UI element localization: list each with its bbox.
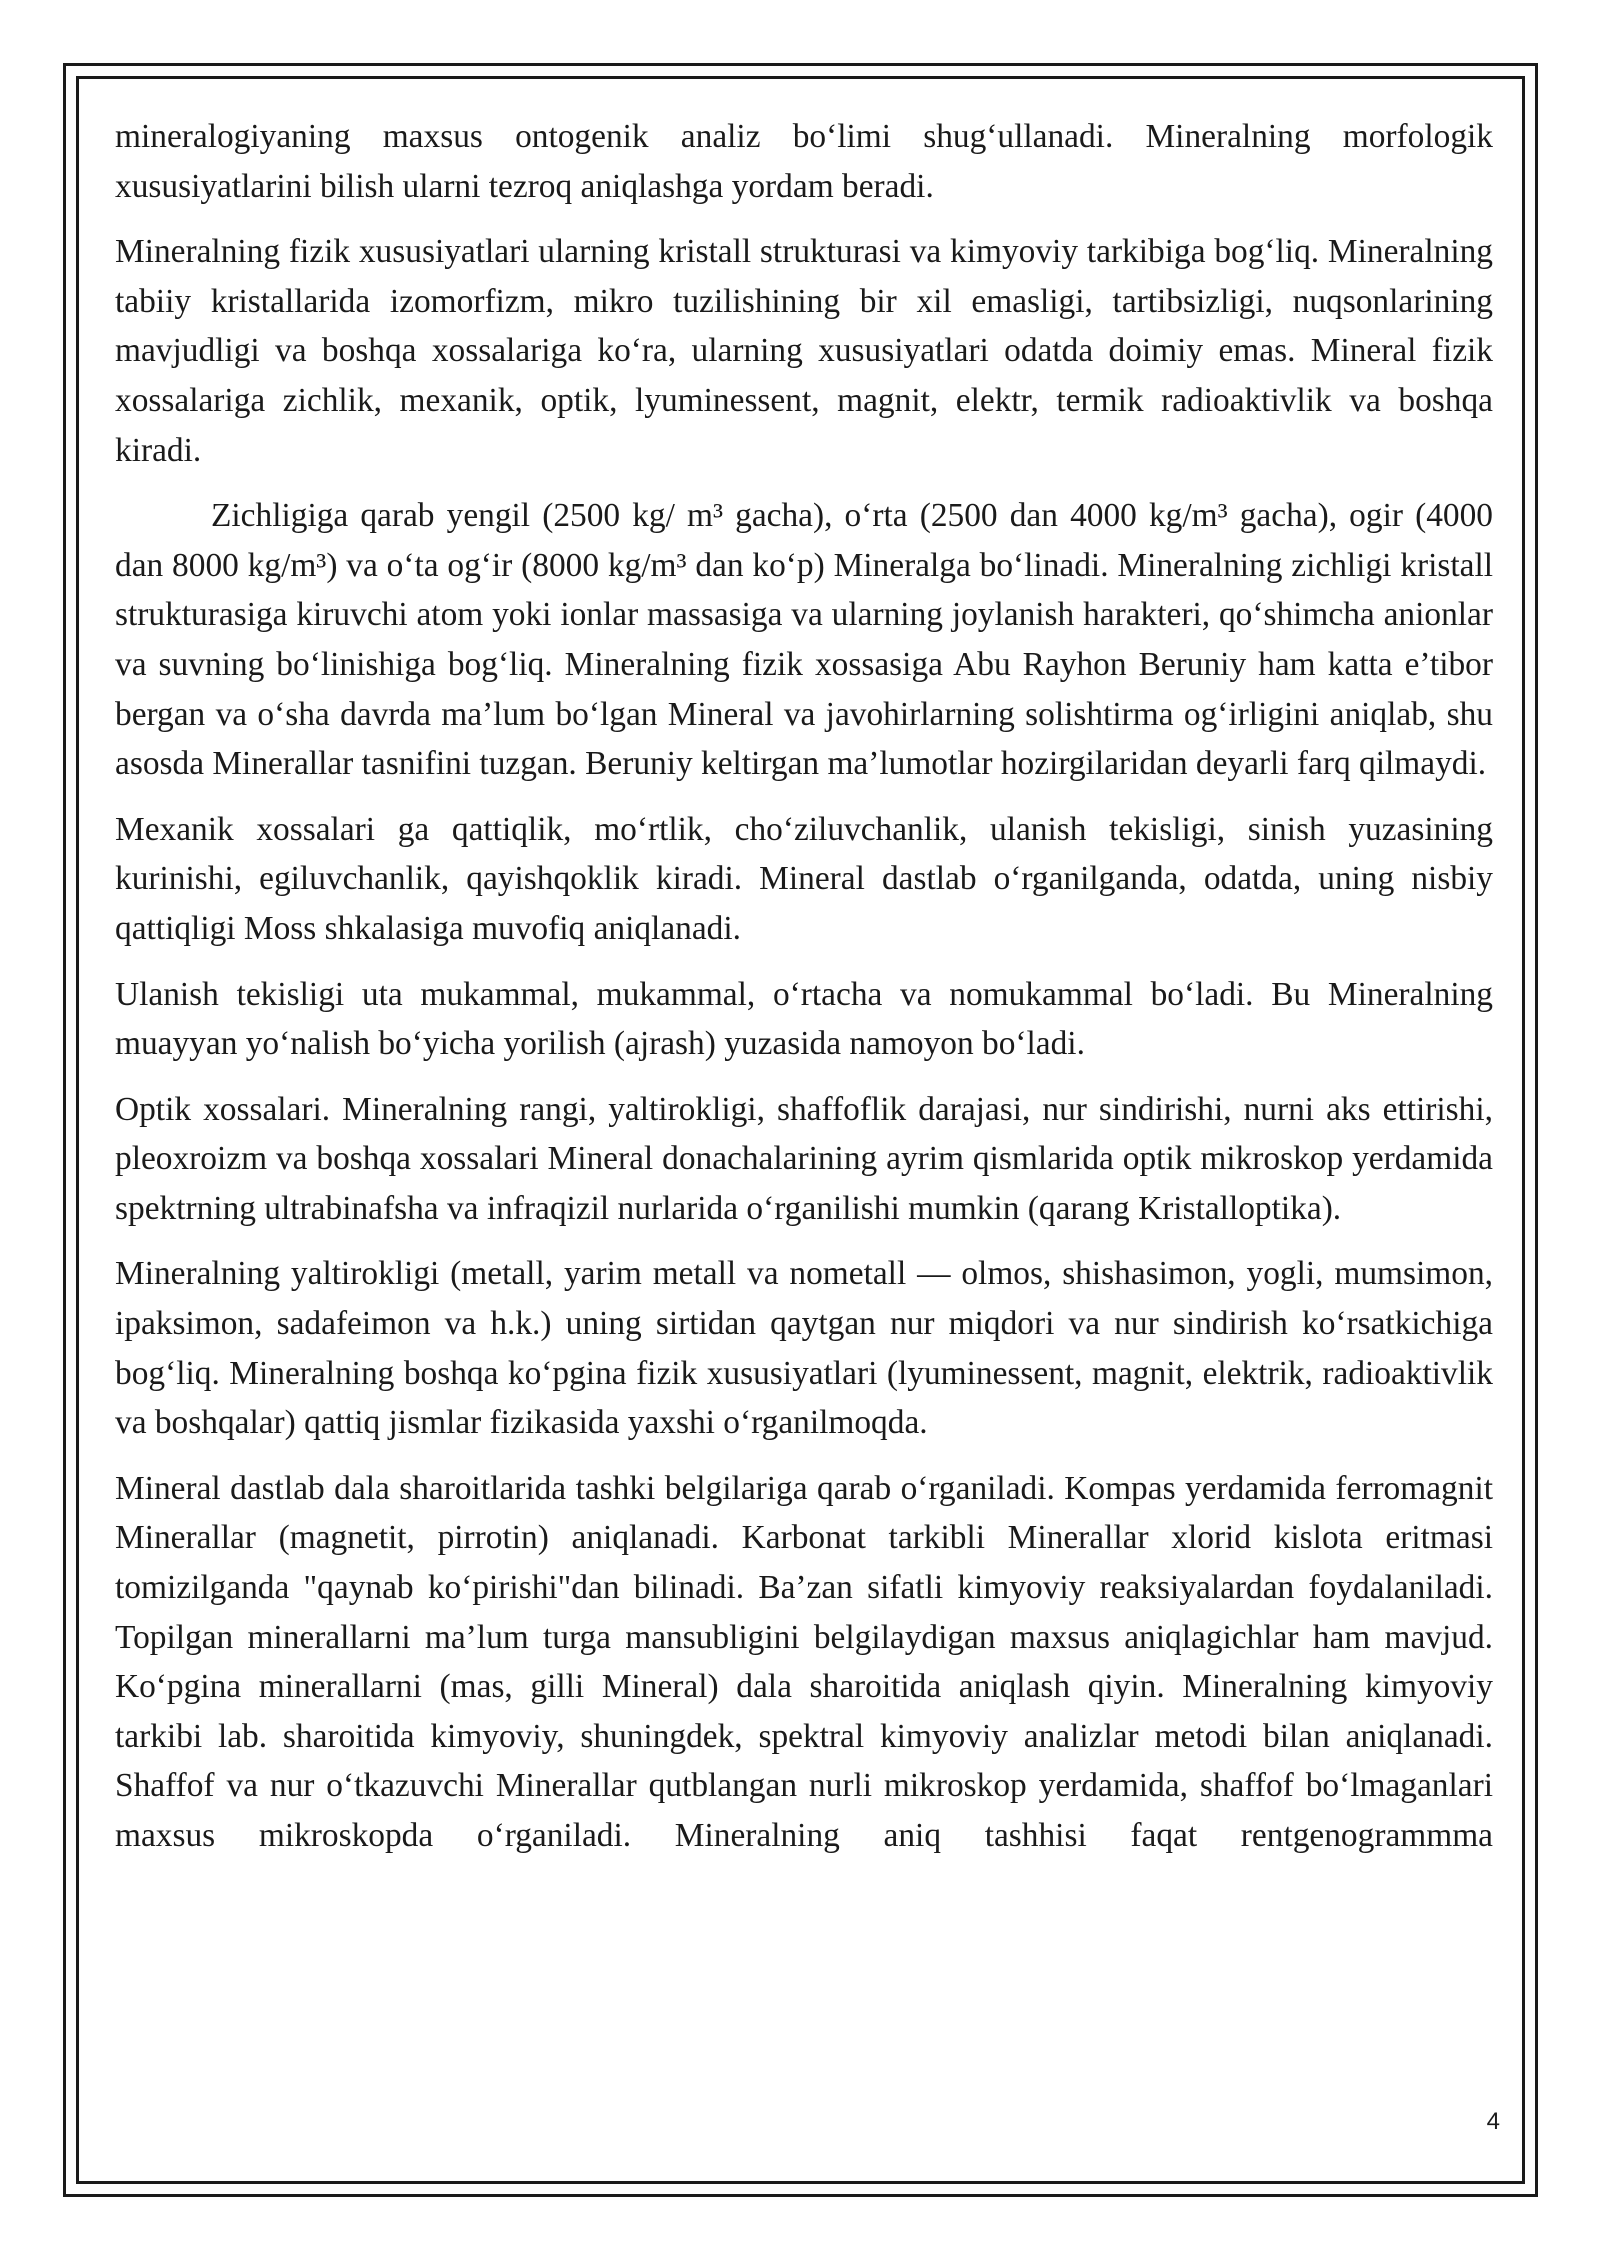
paragraph: Mineralning fizik xususiyatlari ularning kristall strukturasi va kimyoviy tarkibiga bog‘liq. Mineralning tabiiy kristallarida izomorfizm, mikro tuzilishining bir xil emasligi, tartibsizligi, nuqsonlarining mavjudligi va boshqa xossalariga ko‘ra, ularning xususiyatlari odatda doimiy emas. Mineral fizik xossalariga zichlik, mexanik, optik, lyuminessent, magnit, elektr, termik radioaktivlik va boshqa kiradi. (115, 233, 1493, 469)
paragraph: Optik xossalari. Mineralning rangi, yaltirokligi, shaffoflik darajasi, nur sindirishi, nurni aks ettirishi, pleoxroizm va boshqa xossalari Mineral donachalarining ayrim qismlarida optik mikroskop yerdamida spektrning ultrabinafsha va infraqizil nurlarida o‘rganilishi mumkin (qarang Kristalloptika). (115, 1090, 1493, 1227)
paragraph: Mineral dastlab dala sharoitlarida tashki belgilariga qarab o‘rganiladi. Kompas yerdamida ferromagnit Minerallar (magnetit, pirrotin) aniqlanadi. Karbonat tarkibli Minerallar xlorid kislota eritmasi tomizilganda "qaynab ko‘pirishi"dan bilinadi. Ba’zan sifatli kimyoviy reaksiyalardan foydalaniladi. Topilgan minerallarni ma’lum turga mansubligini belgilaydigan maxsus aniqlagichlar ham mavjud. Ko‘pgina minerallarni (mas, gilli Mineral) dala sharoitida aniqlash qiyin. Mineralning kimyoviy tarkibi lab. sharoitida kimyoviy, shuningdek, spektral kimyoviy analizlar metodi bilan aniqlanadi. Shaffof va nur o‘tkazuvchi Minerallar qutblangan nurli mikroskop yerdamida, shaffof bo‘lmaganlari maxsus mikroskopda o‘rganiladi. Mineralning aniq tashhisi faqat rentgenogrammma (115, 1469, 1493, 1854)
paragraph: mineralogiyaning maxsus ontogenik analiz bo‘limi shug‘ullanadi. Mineralning morfologik xususiyatlarini bilish ularni tezroq aniqlashga yordam beradi. (115, 118, 1493, 205)
document-body (115, 112, 1493, 1877)
paragraph: Ulanish tekisligi uta mukammal, mukammal, o‘rtacha va nomukammal bo‘ladi. Bu Mineralning muayyan yo‘nalish bo‘yicha yorilish (ajrash) yuzasida namoyon bo‘ladi. (115, 975, 1493, 1063)
paragraph: Mexanik xossalari ga qattiqlik, mo‘rtlik, cho‘ziluvchanlik, ulanish tekisligi, sinish yuzasining kurinishi, egiluvchanlik, qayishqoklik kiradi. Mineral dastlab o‘rganilganda, odatda, uning nisbiy qattiqligi Moss shkalasiga muvofiq aniqlanadi. (115, 810, 1493, 947)
paragraph: Mineralning yaltirokligi (metall, yarim metall va nometall — olmos, shishasimon, yogli, mumsimon, ipaksimon, sadafeimon va h.k.) uning sirtidan qaytgan nur miqdori va nur sindirish ko‘rsatkichiga bog‘liq. Mineralning boshqa ko‘pgina fizik xususiyatlari (lyuminessent, magnit, elektrik, radioaktivlik va boshqalar) qattiq jismlar fizikasida yaxshi o‘rganilmoqda. (115, 1255, 1493, 1442)
page-number: 4 (1486, 2108, 1500, 2135)
paragraph: Zichligiga qarab yengil (2500 kg/ m³ gacha), o‘rta (2500 dan 4000 kg/m³ gacha), ogir (4000 dan 8000 kg/m³) va o‘ta og‘ir (8000 kg/m³ dan ko‘p) Mineralga bo‘linadi. Mineralning zichligi kristall strukturasiga kiruvchi atom yoki ionlar massasiga va ularning joylanish harakteri, qo‘shimcha anionlar va suvning bo‘linishiga bog‘liq. Mineralning fizik xossasiga Abu Rayhon Beruniy ham katta e’tibor bergan va o‘sha davrda ma’lum bo‘lgan Mineral va javohirlarning solishtirma og‘irligini aniqlab, shu asosda Minerallar tasnifini tuzgan. Beruniy keltirgan ma’lumotlar hozirgilaridan deyarli farq qilmaydi. (115, 497, 1493, 783)
